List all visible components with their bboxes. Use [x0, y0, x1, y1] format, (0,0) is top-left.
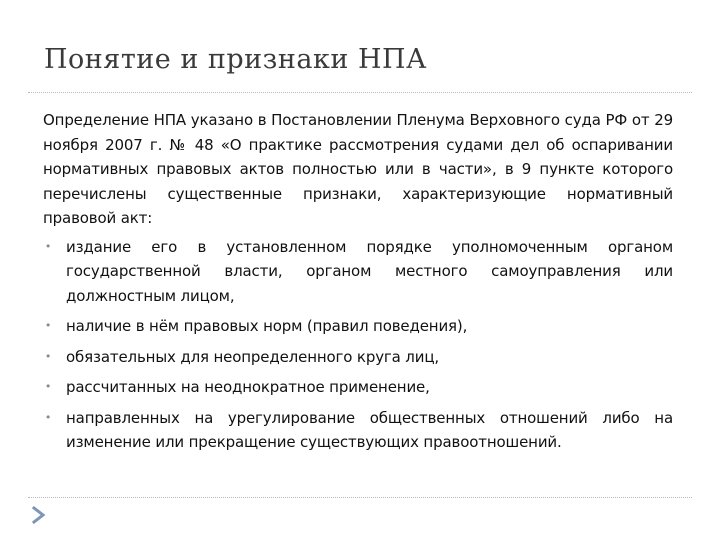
- list-item: [43, 235, 673, 309]
- bullet-icon: •: [44, 349, 52, 363]
- title-divider: [28, 92, 692, 93]
- bullet-icon: •: [44, 319, 52, 332]
- list-item: [43, 345, 673, 370]
- list-item-text: рассчитанных на неоднократное применение,: [66, 378, 430, 396]
- bullet-icon: •: [44, 239, 52, 253]
- list-item: [43, 314, 673, 339]
- intro-paragraph: Определение НПА указано в Постановлении Пленума Верховного суда РФ от 29 ноября 2007 г. № 48 «О практике рассмотрения судами дел об оспаривании нормативных правовых актов полностью или в части», в 9 пункте которого перечислены существенные признаки, характеризующие нормативный правовой акт:: [43, 111, 673, 227]
- list-item-text: направленных на урегулирование общественных отношений либо на изменение или прекращение существующих правоотношений.: [66, 408, 673, 451]
- slide-body: [43, 108, 673, 461]
- list-item: [43, 406, 673, 455]
- list-item-text: обязательных для неопределенного круга лиц,: [66, 347, 440, 366]
- bullet-icon: •: [44, 380, 52, 393]
- list-item: [43, 375, 673, 400]
- bullet-icon: •: [44, 410, 52, 424]
- criteria-list: [43, 235, 673, 455]
- list-item-text: издание его в установленном порядке уполномоченным органом государственной власти, органом местного самоуправления или должностным лицом,: [66, 237, 673, 305]
- slide-title: Понятие и признаки НПА: [44, 44, 427, 75]
- list-item-text: наличие в нём правовых норм (правил поведения),: [66, 317, 468, 335]
- chevron-right-icon[interactable]: [31, 506, 47, 524]
- footer-divider: [28, 497, 692, 498]
